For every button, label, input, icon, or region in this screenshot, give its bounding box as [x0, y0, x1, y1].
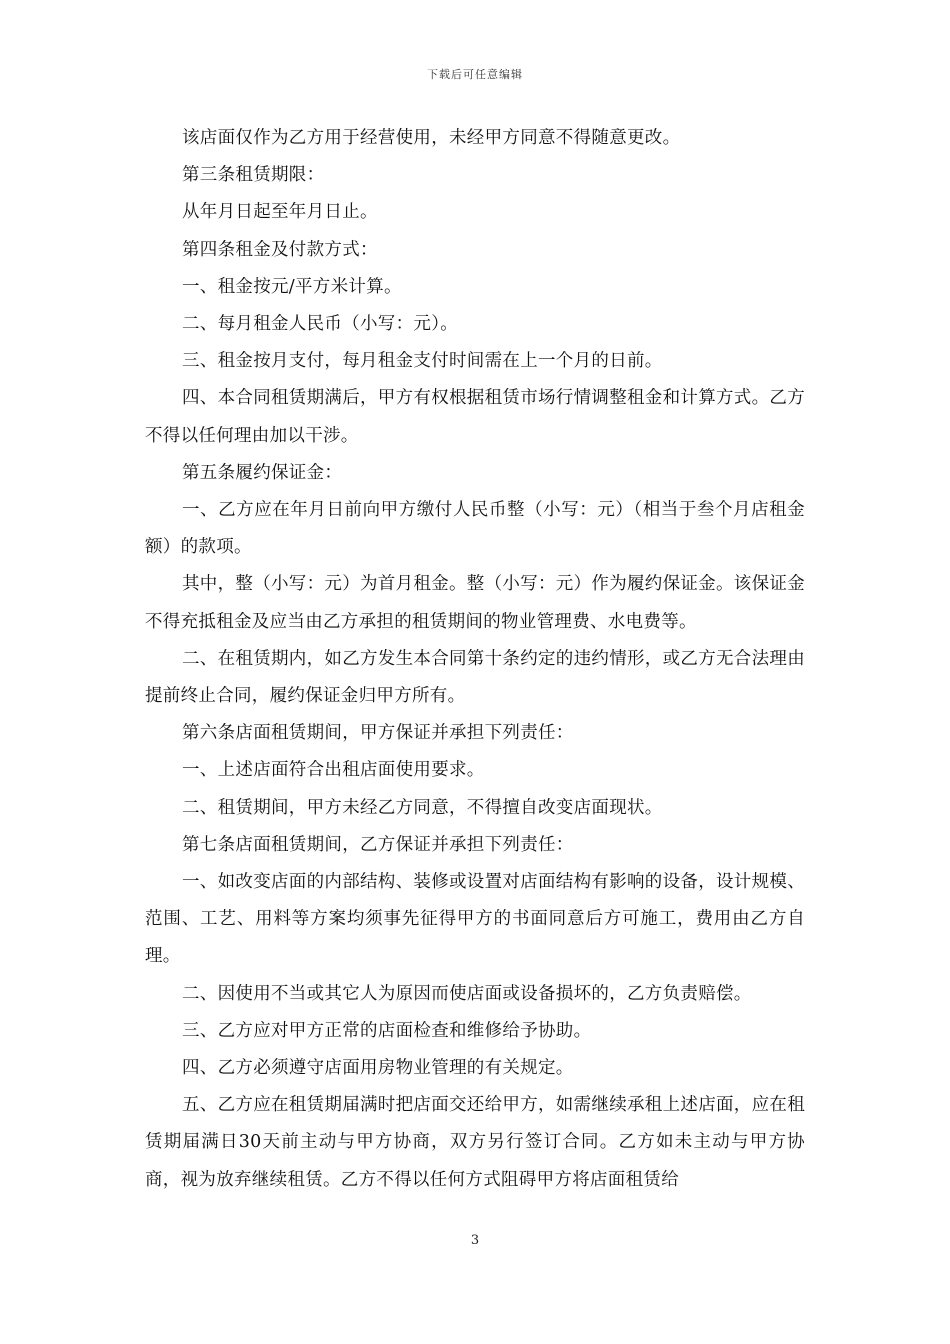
document-body — [145, 120, 805, 1199]
paragraph-lease-term: 从年月日起至年月日止。 — [182, 202, 378, 223]
paragraph-deposit-forfeit: 二、在租赁期内，如乙方发生本合同第十条约定的违约情形，或乙方无合法理由提前终止合同，履约保证金归甲方所有。 — [145, 648, 805, 707]
paragraph-lessee-duty-3: 三、乙方应对甲方正常的店面检查和维修给予协助。 — [182, 1020, 592, 1041]
article-3-heading: 第三条租赁期限： — [182, 165, 325, 186]
article-4-heading: 第四条租金及付款方式： — [182, 239, 378, 260]
paragraph-deposit-split: 其中，整（小写：元）为首月租金。整（小写：元）作为履约保证金。该保证金不得充抵租金及应当由乙方承担的租赁期间的物业管理费、水电费等。 — [145, 574, 805, 632]
paragraph-deposit-payment: 一、乙方应在年月日前向甲方缴付人民币整（小写：元）（相当于叁个月店租金额）的款项。 — [145, 500, 805, 558]
page-number: 3 — [470, 1233, 480, 1248]
paragraph-lessee-duty-1: 一、如改变店面的内部结构、装修或设置对店面结构有影响的设备，设计规模、范围、工艺、用料等方案均须事先征得甲方的书面同意后方可施工，费用由乙方自理。 — [145, 872, 805, 967]
article-6-heading: 第六条店面租赁期间，甲方保证并承担下列责任： — [182, 723, 574, 744]
paragraph-monthly-rent: 二、每月租金人民币（小写：元）。 — [182, 314, 459, 335]
paragraph-lessor-duty-1: 一、上述店面符合出租店面使用要求。 — [182, 760, 485, 781]
paragraph-lessee-duty-2: 二、因使用不当或其它人为原因而使店面或设备损坏的，乙方负责赔偿。 — [182, 983, 752, 1004]
paragraph-lessee-duty-5: 五、乙方应在租赁期届满时把店面交还给甲方，如需继续承租上述店面，应在租赁期届满日30天前主动与甲方协商，双方另行签订合同。乙方如未主动与甲方协商，视为放弃继续租赁。乙方不得以任何方式阻碍甲方将店面租赁给 — [145, 1095, 805, 1190]
article-7-heading: 第七条店面租赁期间，乙方保证并承担下列责任： — [182, 834, 574, 855]
paragraph-payment-time: 三、租金按月支付，每月租金支付时间需在上一个月的日前。 — [182, 351, 663, 372]
page-header: 下载后可任意编辑 — [427, 68, 523, 81]
article-5-heading: 第五条履约保证金： — [182, 462, 343, 483]
paragraph-lessor-duty-2: 二、租赁期间，甲方未经乙方同意，不得擅自改变店面现状。 — [182, 797, 663, 818]
paragraph-rent-rate: 一、租金按元/平方米计算。 — [182, 276, 402, 297]
paragraph-usage: 该店面仅作为乙方用于经营使用，未经甲方同意不得随意更改。 — [182, 128, 681, 148]
paragraph-rent-adjustment: 四、本合同租赁期满后，甲方有权根据租赁市场行情调整租金和计算方式。乙方不得以任何理由加以干涉。 — [145, 388, 805, 446]
paragraph-lessee-duty-4: 四、乙方必须遵守店面用房物业管理的有关规定。 — [182, 1058, 574, 1079]
